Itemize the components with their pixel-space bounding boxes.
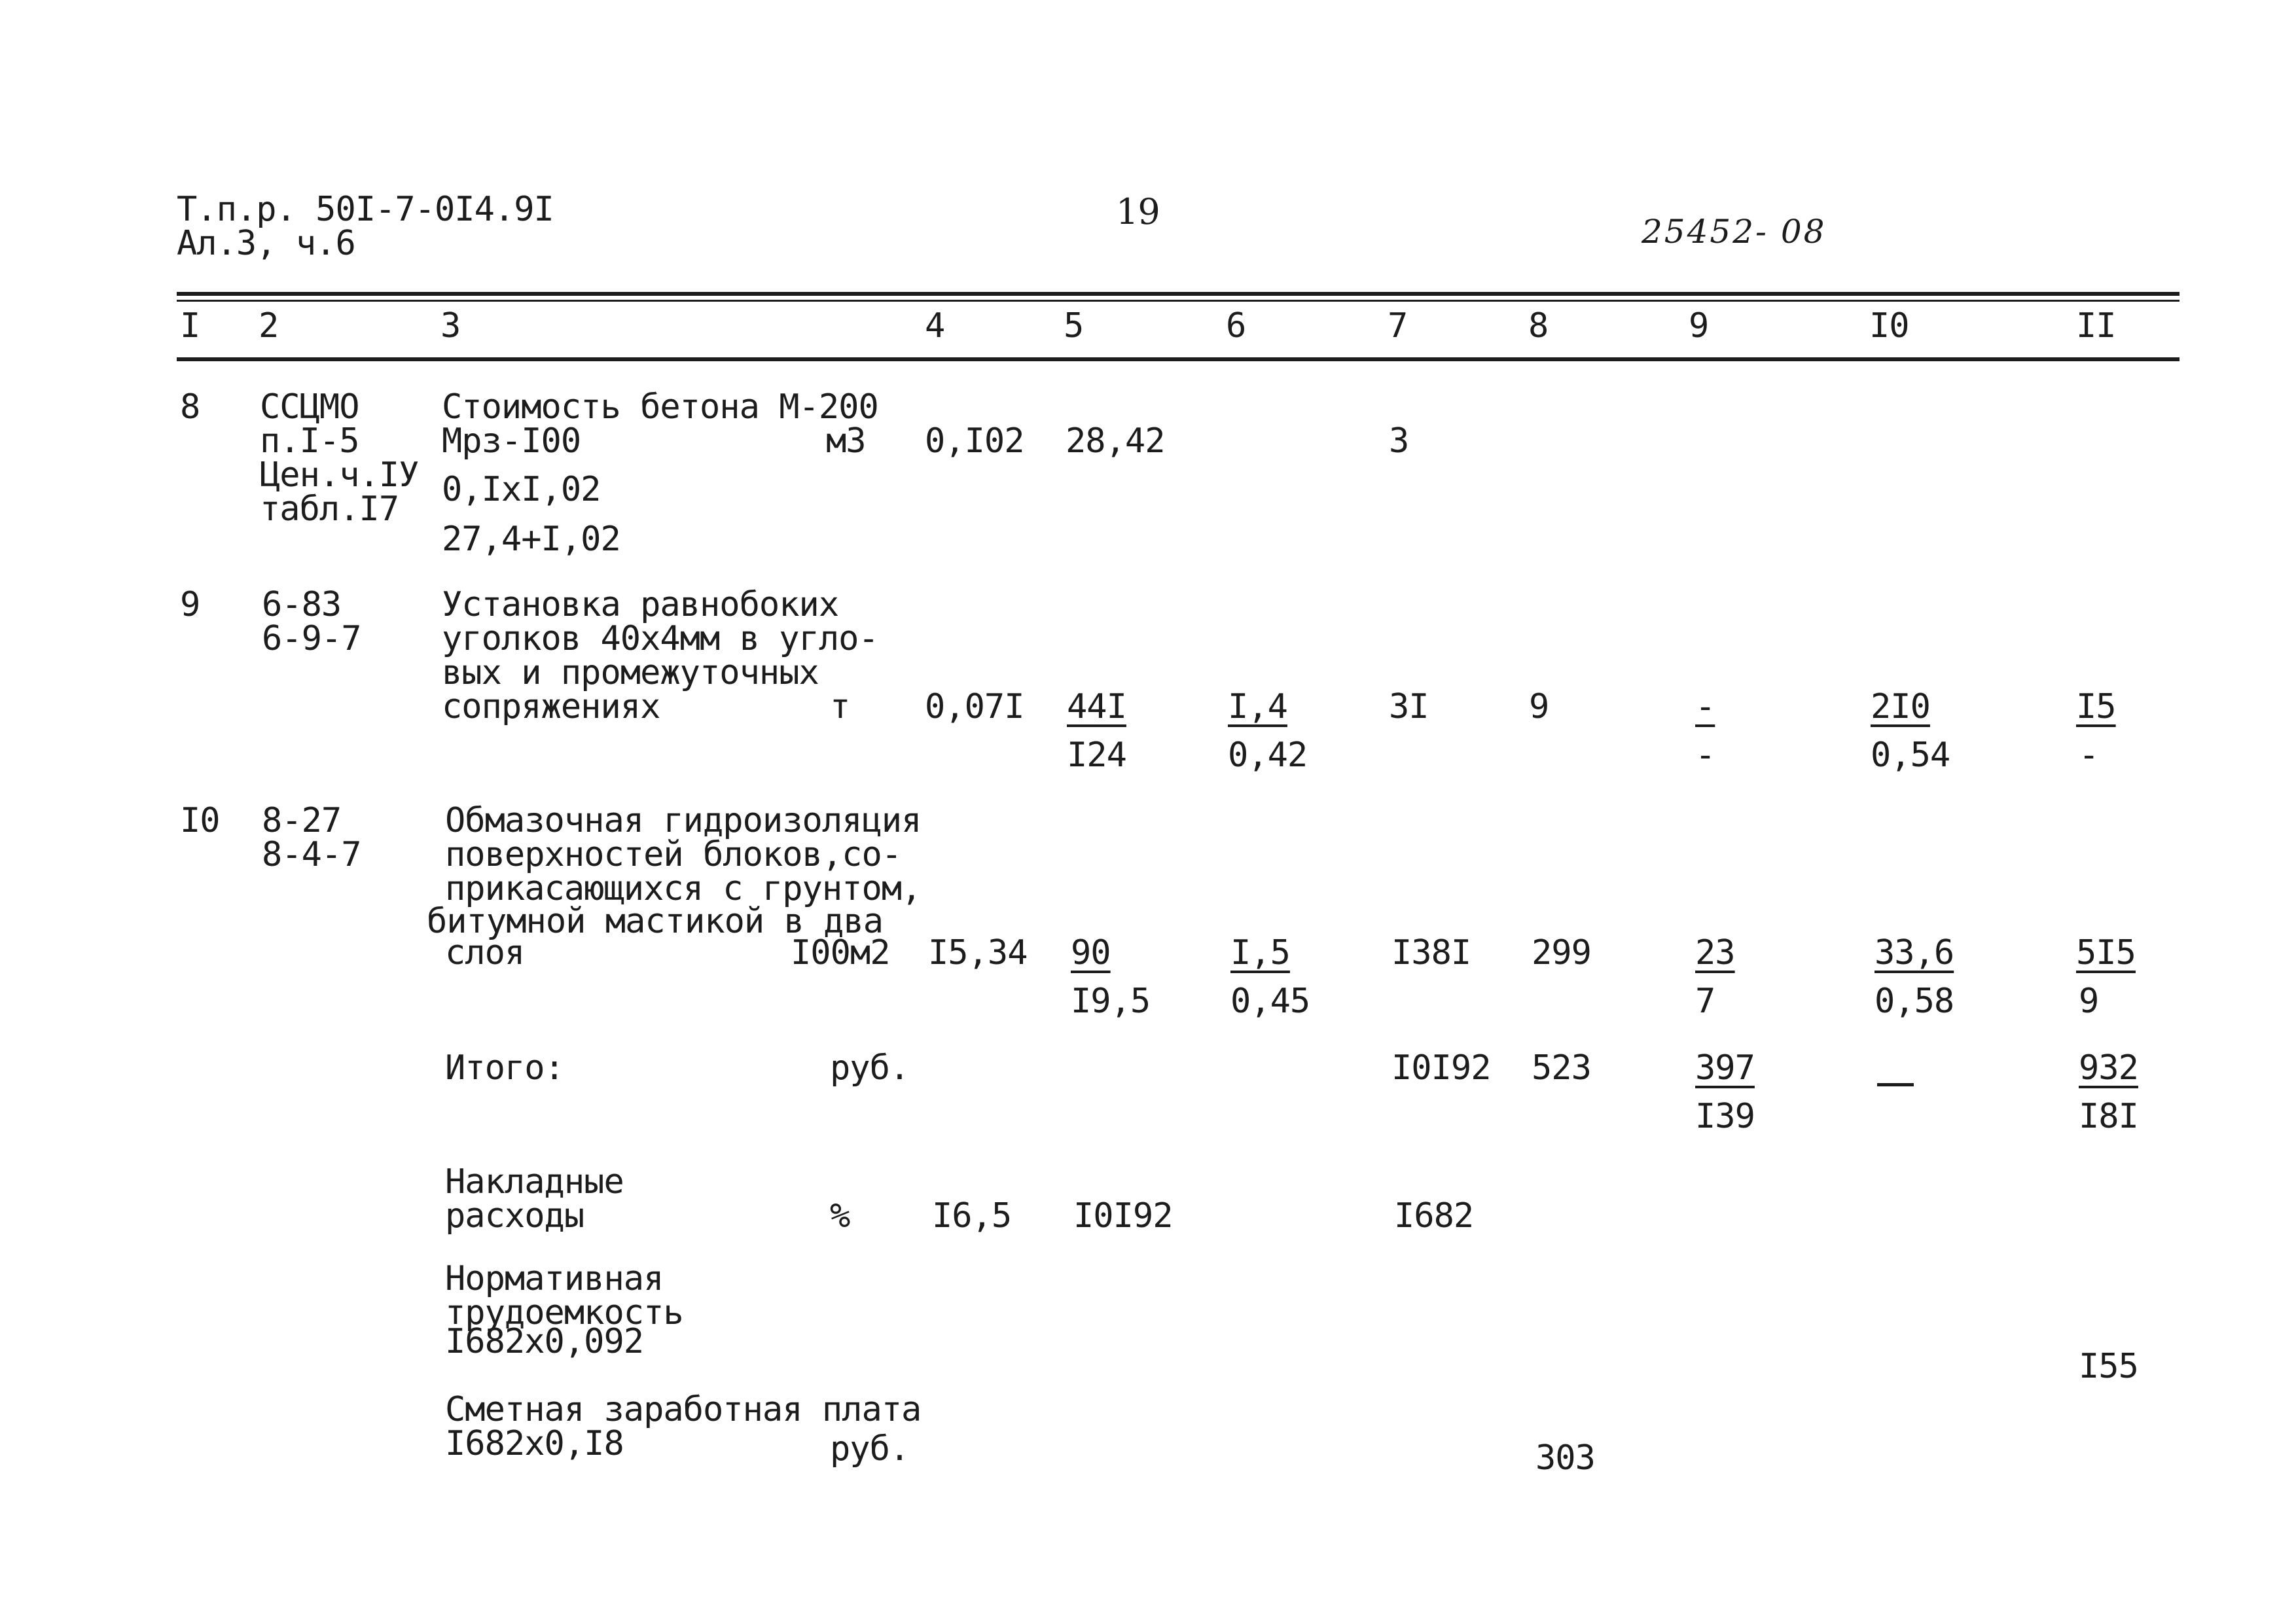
col-header-6: 6 (1226, 306, 1246, 346)
overhead-label-line: Накладные (445, 1162, 624, 1202)
row-col8: 299 (1532, 933, 1591, 972)
col-header-10: I0 (1869, 306, 1909, 346)
row-calc-line: 0,IxI,02 (442, 470, 601, 509)
labor-label-line: Нормативная (445, 1259, 664, 1298)
row-col8: 9 (1529, 687, 1549, 726)
row-col6-top: I,4 (1228, 687, 1287, 726)
labor-col11: I55 (2079, 1347, 2138, 1386)
row-col9-bottom: 7 (1695, 982, 1715, 1021)
row-number: 8 (180, 387, 200, 427)
total-col11-top: 932 (2079, 1048, 2138, 1088)
table-top-rule-thin (177, 300, 2179, 302)
labor-label-line: трудоемкость (445, 1293, 683, 1332)
row-col9-top: 23 (1695, 933, 1735, 972)
overhead-col5: I0I92 (1073, 1196, 1173, 1236)
row-name-line: сопряжениях (442, 687, 660, 726)
wages-col8: 303 (1535, 1438, 1595, 1478)
album-label: Ал.3, ч.6 (177, 224, 355, 263)
row-unit: м3 (826, 421, 866, 461)
total-col9-top: 397 (1695, 1048, 1755, 1088)
row-col6-bottom: 0,45 (1230, 982, 1310, 1021)
row-col9-top: - (1695, 687, 1715, 726)
row-col10-bottom: 0,54 (1871, 736, 1950, 775)
total-col11-bottom: I8I (2079, 1097, 2138, 1136)
row-code-line: п.I-5 (260, 421, 359, 461)
table-top-rule (177, 292, 2179, 296)
row-col10-top: 2I0 (1871, 687, 1930, 726)
col-header-7: 7 (1388, 306, 1408, 346)
row-col11-top: I5 (2076, 687, 2116, 726)
row-quantity: 0,I02 (925, 421, 1024, 461)
overhead-col7: I682 (1394, 1196, 1474, 1236)
row-col9-bottom: - (1695, 736, 1715, 775)
row-name-line: Мрз-I00 (442, 421, 581, 461)
total-col7: I0I92 (1391, 1048, 1491, 1088)
col-header-9: 9 (1689, 306, 1709, 346)
row-code-line: 6-9-7 (262, 619, 361, 658)
row-name-line: Установка равнобоких (442, 585, 839, 624)
col-header-2: 2 (259, 306, 279, 346)
row-name-line: битумной мастикой в два (427, 902, 884, 941)
wages-label-line: I682x0,I8 (445, 1424, 624, 1463)
overhead-quantity: I6,5 (932, 1196, 1012, 1236)
col-header-8: 8 (1528, 306, 1549, 346)
row-col5-bottom: I24 (1067, 736, 1126, 775)
table-header-rule (177, 357, 2179, 361)
row-calc-line: 27,4+I,02 (442, 520, 620, 559)
col-header-11: II (2076, 306, 2116, 346)
col-header-1: I (180, 306, 200, 346)
row-col11-top: 5I5 (2076, 933, 2136, 972)
row-col5: 28,42 (1066, 421, 1165, 461)
row-code-line: Цен.ч.IУ (260, 455, 419, 495)
total-label: Итого: (445, 1048, 564, 1088)
row-col11-bottom: - (2079, 736, 2099, 775)
page-number: 19 (1116, 191, 1160, 232)
col-header-3: 3 (440, 306, 461, 346)
row-name-line: слоя (445, 933, 525, 972)
wages-unit: руб. (830, 1429, 910, 1469)
total-unit: руб. (830, 1048, 910, 1088)
total-col10-dash (1877, 1083, 1914, 1086)
row-col7: I38I (1391, 933, 1471, 972)
row-col10-top: 33,6 (1874, 933, 1954, 972)
row-col5-top: 44I (1067, 687, 1126, 726)
wages-label-line: Сметная заработная плата (445, 1390, 922, 1429)
overhead-unit: % (830, 1196, 850, 1236)
inventory-stamp: 25452- 08 (1641, 213, 1827, 251)
row-code-line: 8-27 (262, 801, 342, 840)
row-number: I0 (180, 801, 220, 840)
row-col11-bottom: 9 (2079, 982, 2099, 1021)
labor-label-line: I682x0,092 (445, 1322, 644, 1361)
row-name-line: Стоимость бетона М-200 (442, 387, 878, 427)
row-col6-bottom: 0,42 (1228, 736, 1308, 775)
row-unit: т (830, 687, 850, 726)
row-col5-bottom: I9,5 (1071, 982, 1151, 1021)
row-code-line: 6-83 (262, 585, 342, 624)
col-header-4: 4 (925, 306, 945, 346)
total-col8: 523 (1532, 1048, 1591, 1088)
row-code-line: табл.I7 (260, 490, 399, 529)
row-quantity: I5,34 (928, 933, 1028, 972)
row-col10-bottom: 0,58 (1874, 982, 1954, 1021)
total-col9-bottom: I39 (1695, 1097, 1755, 1136)
row-col6-top: I,5 (1230, 933, 1290, 972)
row-name-line: уголков 40х4мм в угло- (442, 619, 878, 658)
row-col7: 3 (1389, 421, 1409, 461)
row-name-line: поверхностей блоков,со- (445, 835, 902, 874)
row-name-line: вых и промежуточных (442, 653, 819, 692)
row-name-line: прикасающихся с грунтом, (445, 869, 922, 908)
row-number: 9 (180, 585, 200, 624)
row-code-line: ССЦМО (260, 387, 359, 427)
row-quantity: 0,07I (925, 687, 1024, 726)
document-code: Т.п.р. 50I-7-0I4.9I (177, 190, 554, 229)
row-unit: I00м2 (791, 933, 890, 972)
row-name-line: Обмазочная гидроизоляция (445, 801, 922, 840)
row-col5-top: 90 (1071, 933, 1111, 972)
overhead-label-line: расходы (445, 1196, 584, 1236)
col-header-5: 5 (1064, 306, 1084, 346)
row-code-line: 8-4-7 (262, 835, 361, 874)
row-col7: 3I (1389, 687, 1429, 726)
